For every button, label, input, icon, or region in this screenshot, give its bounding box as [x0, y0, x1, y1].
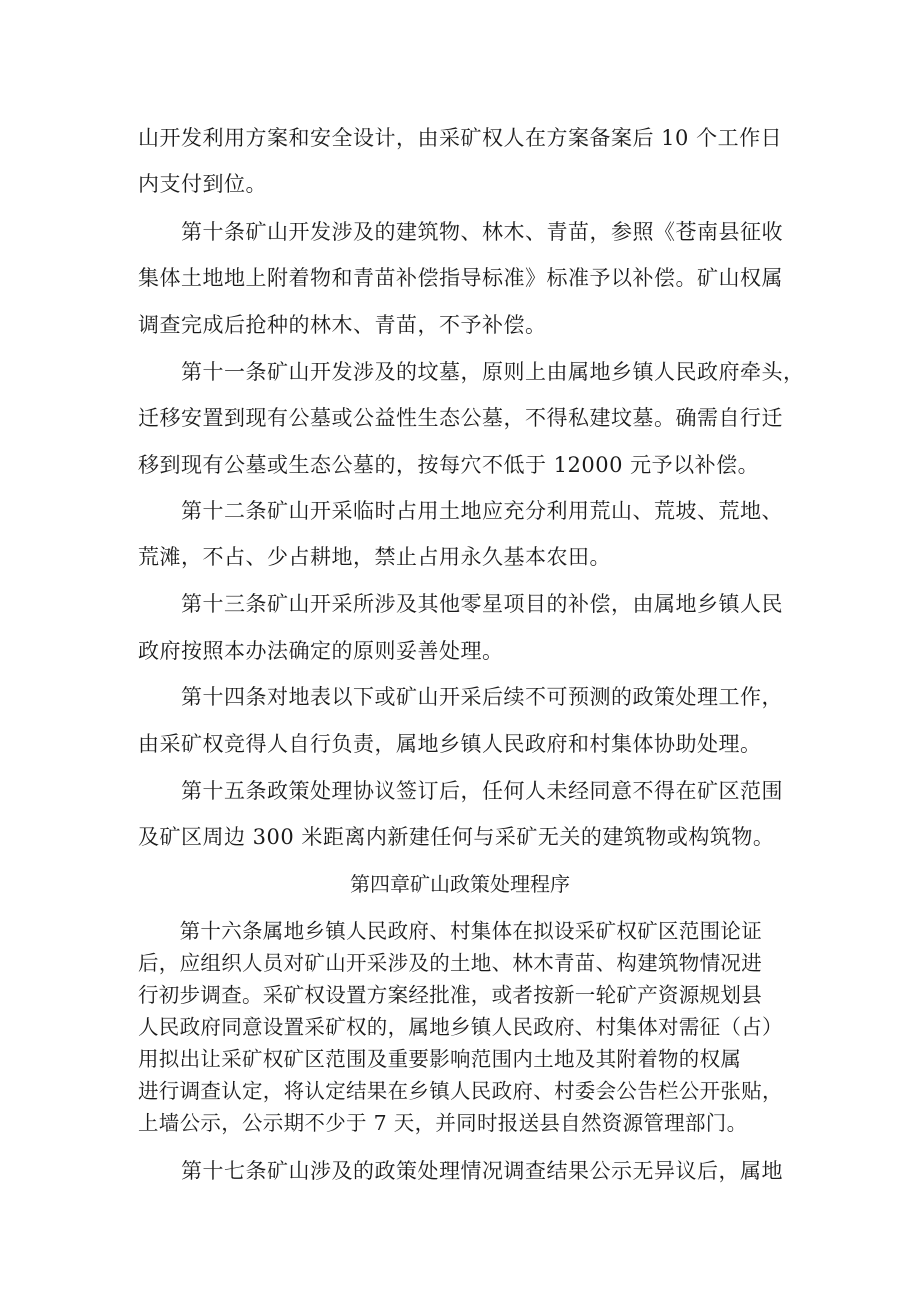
text-line: 第十条矿山开发涉及的建筑物、林木、青苗，参照《苍南县征收: [138, 220, 783, 244]
text-line: 山开发利用方案和安全设计，由采矿权人在方案备案后 10 个工作日: [138, 126, 783, 150]
text-line: 调查完成后抢种的林木、青苗，不予补偿。: [138, 313, 547, 337]
text-line: 及矿区周边 300 米距离内新建任何与采矿无关的建筑物或构筑物。: [138, 825, 775, 849]
text-line: 第十六条属地乡镇人民政府、村集体在拟设采矿权矿区范围论证: [138, 919, 762, 943]
text-line: 第十四条对地表以下或矿山开采后续不可预测的政策处理工作，: [138, 685, 783, 709]
text-line: 集体土地地上附着物和青苗补偿指导标准》标准予以补偿。矿山权属: [138, 266, 783, 290]
text-line: 第十五条政策处理协议签订后，任何人未经同意不得在矿区范围: [138, 779, 783, 803]
text-line: 移到现有公墓或生态公墓的，按每穴不低于 12000 元予以补偿。: [138, 453, 760, 477]
text-line: 行初步调查。采矿权设置方案经批准，或者按新一轮矿产资源规划县: [138, 983, 762, 1007]
text-line: 第十三条矿山开采所涉及其他零星项目的补偿，由属地乡镇人民: [138, 592, 783, 616]
chapter-heading: 第四章矿山政策处理程序: [350, 872, 570, 896]
text-line: 第十七条矿山涉及的政策处理情况调查结果公示无异议后，属地: [138, 1159, 783, 1183]
text-line: 用拟出让采矿权矿区范围及重要影响范围内土地及其附着物的权属: [138, 1047, 742, 1071]
text-line: 荒滩，不占、少占耕地，禁止占用永久基本农田。: [138, 545, 611, 569]
text-line: 第十一条矿山开发涉及的坟墓，原则上由属地乡镇人民政府牵头，: [138, 360, 805, 384]
text-line: 内支付到位。: [138, 172, 267, 196]
text-line: 由采矿权竞得人自行负责，属地乡镇人民政府和村集体协助处理。: [138, 732, 762, 756]
text-line: 第十二条矿山开采临时占用土地应充分利用荒山、荒坡、荒地、: [138, 499, 783, 523]
text-line: 上墙公示，公示期不少于 7 天，并同时报送县自然资源管理部门。: [138, 1111, 748, 1135]
text-line: 进行调查认定，将认定结果在乡镇人民政府、村委会公告栏公开张贴，: [138, 1079, 783, 1103]
text-line: 政府按照本办法确定的原则妥善处理。: [138, 639, 504, 663]
text-line: 人民政府同意设置采矿权的，属地乡镇人民政府、村集体对需征（占）: [138, 1015, 783, 1039]
text-line: 后，应组织人员对矿山开采涉及的土地、林木青苗、构建筑物情况进: [138, 951, 762, 975]
text-line: 迁移安置到现有公墓或公益性生态公墓，不得私建坟墓。确需自行迁: [138, 406, 783, 430]
